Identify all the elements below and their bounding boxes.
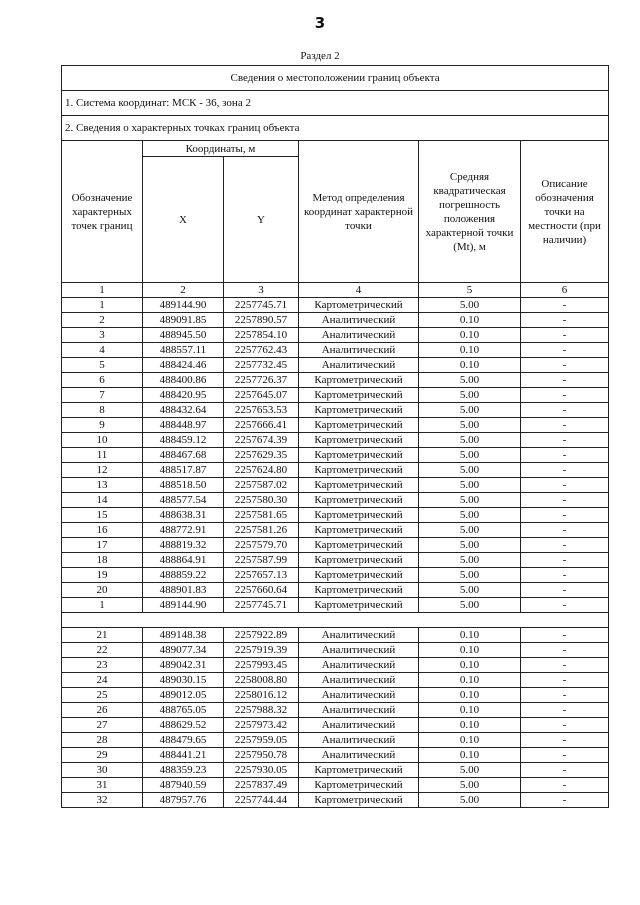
x-coord-cell: 488772.91 [143, 523, 224, 538]
y-coord-cell: 2257988.32 [224, 703, 299, 718]
x-coord-cell: 488557.11 [143, 343, 224, 358]
header-error: Средняя квадратическая погрешность положения характерной точки (Mt), м [419, 141, 521, 283]
x-coord-cell: 488638.31 [143, 508, 224, 523]
x-coord-cell: 489030.15 [143, 673, 224, 688]
method-cell: Картометрический [299, 583, 419, 598]
description-cell: - [521, 748, 609, 763]
x-coord-cell: 488629.52 [143, 718, 224, 733]
table-row [62, 628, 609, 643]
x-coord-cell: 488577.54 [143, 493, 224, 508]
point-id-cell: 18 [62, 553, 143, 568]
error-cell: 5.00 [419, 478, 521, 493]
table-row [62, 553, 609, 568]
description-cell: - [521, 538, 609, 553]
description-cell: - [521, 478, 609, 493]
section-title: Раздел 2 [300, 50, 340, 62]
y-coord-cell: 2257993.45 [224, 658, 299, 673]
method-cell: Аналитический [299, 643, 419, 658]
description-cell: - [521, 763, 609, 778]
point-id-cell: 29 [62, 748, 143, 763]
point-id-cell: 17 [62, 538, 143, 553]
point-id-cell: 8 [62, 403, 143, 418]
point-id-cell: 11 [62, 448, 143, 463]
description-cell: - [521, 643, 609, 658]
points-title: 2. Сведения о характерных точках границ объекта [62, 116, 609, 141]
table-row [62, 643, 609, 658]
method-cell: Аналитический [299, 328, 419, 343]
point-id-cell: 1 [62, 598, 143, 613]
description-cell: - [521, 673, 609, 688]
method-cell: Аналитический [299, 688, 419, 703]
method-cell: Картометрический [299, 298, 419, 313]
x-coord-cell: 488479.65 [143, 733, 224, 748]
y-coord-cell: 2257950.78 [224, 748, 299, 763]
x-coord-cell: 489077.34 [143, 643, 224, 658]
y-coord-cell: 2257837.49 [224, 778, 299, 793]
y-coord-cell: 2257674.39 [224, 433, 299, 448]
x-coord-cell: 488424.46 [143, 358, 224, 373]
table-row [62, 763, 609, 778]
error-cell: 0.10 [419, 673, 521, 688]
method-cell: Картометрический [299, 553, 419, 568]
y-coord-cell: 2257726.37 [224, 373, 299, 388]
description-cell: - [521, 583, 609, 598]
description-cell: - [521, 298, 609, 313]
method-cell: Картометрический [299, 763, 419, 778]
coord-system: 1. Система координат: МСК - 36, зона 2 [62, 91, 609, 116]
y-coord-cell: 2257653.53 [224, 403, 299, 418]
x-coord-cell: 488819.32 [143, 538, 224, 553]
table-row [62, 718, 609, 733]
error-cell: 0.10 [419, 358, 521, 373]
x-coord-cell: 489012.05 [143, 688, 224, 703]
y-coord-cell: 2257624.80 [224, 463, 299, 478]
table-row [62, 478, 609, 493]
table-row [62, 748, 609, 763]
point-id-cell: 3 [62, 328, 143, 343]
point-id-cell: 28 [62, 733, 143, 748]
point-id-cell: 2 [62, 313, 143, 328]
y-coord-cell: 2257744.44 [224, 793, 299, 808]
error-cell: 5.00 [419, 403, 521, 418]
point-id-cell: 21 [62, 628, 143, 643]
method-cell: Аналитический [299, 313, 419, 328]
method-cell: Картометрический [299, 463, 419, 478]
error-cell: 5.00 [419, 448, 521, 463]
point-id-cell: 10 [62, 433, 143, 448]
y-coord-cell: 2257762.43 [224, 343, 299, 358]
error-cell: 5.00 [419, 463, 521, 478]
method-cell: Картометрический [299, 598, 419, 613]
description-cell: - [521, 703, 609, 718]
error-cell: 5.00 [419, 373, 521, 388]
column-number: 5 [419, 283, 521, 298]
description-cell: - [521, 388, 609, 403]
description-cell: - [521, 328, 609, 343]
table-row [62, 388, 609, 403]
description-cell: - [521, 448, 609, 463]
table-row [62, 508, 609, 523]
method-cell: Картометрический [299, 448, 419, 463]
table-row [62, 403, 609, 418]
error-cell: 0.10 [419, 718, 521, 733]
method-cell: Картометрический [299, 778, 419, 793]
page-number: 3 [314, 14, 326, 32]
description-cell: - [521, 658, 609, 673]
point-id-cell: 22 [62, 643, 143, 658]
table-row [62, 463, 609, 478]
method-cell: Картометрический [299, 373, 419, 388]
error-cell: 5.00 [419, 433, 521, 448]
y-coord-cell: 2257660.64 [224, 583, 299, 598]
point-id-cell: 27 [62, 718, 143, 733]
point-id-cell: 12 [62, 463, 143, 478]
y-coord-cell: 2257587.02 [224, 478, 299, 493]
x-coord-cell: 489091.85 [143, 313, 224, 328]
x-coord-cell: 488765.05 [143, 703, 224, 718]
x-coord-cell: 489148.38 [143, 628, 224, 643]
description-cell: - [521, 628, 609, 643]
point-id-cell: 1 [62, 298, 143, 313]
error-cell: 0.10 [419, 643, 521, 658]
table-row [62, 793, 609, 808]
table-row [62, 343, 609, 358]
y-coord-cell: 2257919.39 [224, 643, 299, 658]
description-cell: - [521, 373, 609, 388]
point-id-cell: 16 [62, 523, 143, 538]
point-id-cell: 23 [62, 658, 143, 673]
y-coord-cell: 2257645.07 [224, 388, 299, 403]
table-row [62, 358, 609, 373]
table-row [62, 568, 609, 583]
description-cell: - [521, 553, 609, 568]
error-cell: 5.00 [419, 523, 521, 538]
column-number: 4 [299, 283, 419, 298]
method-cell: Картометрический [299, 433, 419, 448]
error-cell: 5.00 [419, 763, 521, 778]
y-coord-cell: 2257973.42 [224, 718, 299, 733]
x-coord-cell: 488467.68 [143, 448, 224, 463]
description-cell: - [521, 433, 609, 448]
description-cell: - [521, 598, 609, 613]
point-id-cell: 9 [62, 418, 143, 433]
description-cell: - [521, 568, 609, 583]
error-cell: 5.00 [419, 568, 521, 583]
description-cell: - [521, 463, 609, 478]
description-cell: - [521, 493, 609, 508]
error-cell: 5.00 [419, 298, 521, 313]
error-cell: 5.00 [419, 388, 521, 403]
x-coord-cell: 489144.90 [143, 598, 224, 613]
method-cell: Картометрический [299, 418, 419, 433]
method-cell: Картометрический [299, 538, 419, 553]
error-cell: 5.00 [419, 508, 521, 523]
x-coord-cell: 487957.76 [143, 793, 224, 808]
error-cell: 5.00 [419, 538, 521, 553]
header-description: Описание обозначения точки на местности (при наличии) [521, 141, 609, 283]
error-cell: 5.00 [419, 493, 521, 508]
table-row [62, 418, 609, 433]
error-cell: 5.00 [419, 778, 521, 793]
method-cell: Аналитический [299, 658, 419, 673]
method-cell: Картометрический [299, 403, 419, 418]
error-cell: 0.10 [419, 748, 521, 763]
y-coord-cell: 2257581.65 [224, 508, 299, 523]
error-cell: 5.00 [419, 553, 521, 568]
y-coord-cell: 2257581.26 [224, 523, 299, 538]
point-id-cell: 20 [62, 583, 143, 598]
method-cell: Аналитический [299, 703, 419, 718]
y-coord-cell: 2257959.05 [224, 733, 299, 748]
x-coord-cell: 488359.23 [143, 763, 224, 778]
description-cell: - [521, 733, 609, 748]
y-coord-cell: 2257745.71 [224, 298, 299, 313]
method-cell: Картометрический [299, 523, 419, 538]
y-coord-cell: 2258008.80 [224, 673, 299, 688]
x-coord-cell: 488517.87 [143, 463, 224, 478]
point-id-cell: 19 [62, 568, 143, 583]
x-coord-cell: 488901.83 [143, 583, 224, 598]
table-row [62, 673, 609, 688]
header-y: Y [224, 157, 299, 283]
y-coord-cell: 2258016.12 [224, 688, 299, 703]
point-id-cell: 7 [62, 388, 143, 403]
x-coord-cell: 488864.91 [143, 553, 224, 568]
y-coord-cell: 2257579.70 [224, 538, 299, 553]
column-number: 2 [143, 283, 224, 298]
description-cell: - [521, 343, 609, 358]
x-coord-cell: 489042.31 [143, 658, 224, 673]
column-number: 1 [62, 283, 143, 298]
description-cell: - [521, 418, 609, 433]
point-id-cell: 15 [62, 508, 143, 523]
x-coord-cell: 488945.50 [143, 328, 224, 343]
x-coord-cell: 488518.50 [143, 478, 224, 493]
description-cell: - [521, 718, 609, 733]
point-id-cell: 13 [62, 478, 143, 493]
description-cell: - [521, 523, 609, 538]
method-cell: Картометрический [299, 478, 419, 493]
description-cell: - [521, 313, 609, 328]
point-id-cell: 32 [62, 793, 143, 808]
x-coord-cell: 488441.21 [143, 748, 224, 763]
table-row [62, 658, 609, 673]
error-cell: 5.00 [419, 598, 521, 613]
method-cell: Аналитический [299, 748, 419, 763]
table-row [62, 598, 609, 613]
y-coord-cell: 2257580.30 [224, 493, 299, 508]
error-cell: 0.10 [419, 628, 521, 643]
y-coord-cell: 2257890.57 [224, 313, 299, 328]
header-method: Метод определения координат характерной точки [299, 141, 419, 283]
error-cell: 0.10 [419, 658, 521, 673]
error-cell: 0.10 [419, 688, 521, 703]
y-coord-cell: 2257587.99 [224, 553, 299, 568]
header-coords: Координаты, м [143, 141, 299, 157]
table-row [62, 703, 609, 718]
method-cell: Аналитический [299, 718, 419, 733]
column-numbers-row [62, 283, 609, 298]
method-cell: Аналитический [299, 628, 419, 643]
x-coord-cell: 488432.64 [143, 403, 224, 418]
table-row [62, 538, 609, 553]
method-cell: Аналитический [299, 733, 419, 748]
table-row [62, 493, 609, 508]
y-coord-cell: 2257629.35 [224, 448, 299, 463]
error-cell: 0.10 [419, 328, 521, 343]
table-title: Сведения о местоположении границ объекта [62, 66, 609, 91]
point-id-cell: 31 [62, 778, 143, 793]
x-coord-cell: 488448.97 [143, 418, 224, 433]
y-coord-cell: 2257745.71 [224, 598, 299, 613]
point-id-cell: 6 [62, 373, 143, 388]
separator-row [62, 613, 609, 628]
error-cell: 0.10 [419, 733, 521, 748]
point-id-cell: 30 [62, 763, 143, 778]
error-cell: 0.10 [419, 313, 521, 328]
header-x: X [143, 157, 224, 283]
y-coord-cell: 2257666.41 [224, 418, 299, 433]
description-cell: - [521, 358, 609, 373]
method-cell: Аналитический [299, 673, 419, 688]
table-row [62, 733, 609, 748]
point-id-cell: 26 [62, 703, 143, 718]
error-cell: 0.10 [419, 343, 521, 358]
table-row [62, 448, 609, 463]
table-row [62, 523, 609, 538]
y-coord-cell: 2257657.13 [224, 568, 299, 583]
table-row [62, 328, 609, 343]
table-row [62, 298, 609, 313]
x-coord-cell: 488400.86 [143, 373, 224, 388]
table-row [62, 583, 609, 598]
table-row [62, 433, 609, 448]
y-coord-cell: 2257930.05 [224, 763, 299, 778]
description-cell: - [521, 403, 609, 418]
y-coord-cell: 2257854.10 [224, 328, 299, 343]
method-cell: Картометрический [299, 388, 419, 403]
x-coord-cell: 488459.12 [143, 433, 224, 448]
column-number: 6 [521, 283, 609, 298]
method-cell: Картометрический [299, 568, 419, 583]
description-cell: - [521, 793, 609, 808]
point-id-cell: 5 [62, 358, 143, 373]
method-cell: Аналитический [299, 343, 419, 358]
description-cell: - [521, 778, 609, 793]
x-coord-cell: 488420.95 [143, 388, 224, 403]
table-row [62, 313, 609, 328]
point-id-cell: 4 [62, 343, 143, 358]
description-cell: - [521, 688, 609, 703]
description-cell: - [521, 508, 609, 523]
method-cell: Картометрический [299, 493, 419, 508]
table-row [62, 688, 609, 703]
boundary-table [61, 65, 609, 808]
method-cell: Картометрический [299, 508, 419, 523]
method-cell: Картометрический [299, 793, 419, 808]
error-cell: 5.00 [419, 418, 521, 433]
table-row [62, 778, 609, 793]
y-coord-cell: 2257922.89 [224, 628, 299, 643]
column-number: 3 [224, 283, 299, 298]
error-cell: 5.00 [419, 793, 521, 808]
point-id-cell: 24 [62, 673, 143, 688]
separator-cell [62, 613, 609, 628]
x-coord-cell: 489144.90 [143, 298, 224, 313]
point-id-cell: 25 [62, 688, 143, 703]
header-point: Обозначение характерных точек границ [62, 141, 143, 283]
point-id-cell: 14 [62, 493, 143, 508]
method-cell: Аналитический [299, 358, 419, 373]
y-coord-cell: 2257732.45 [224, 358, 299, 373]
x-coord-cell: 487940.59 [143, 778, 224, 793]
error-cell: 5.00 [419, 583, 521, 598]
table-row [62, 373, 609, 388]
error-cell: 0.10 [419, 703, 521, 718]
x-coord-cell: 488859.22 [143, 568, 224, 583]
